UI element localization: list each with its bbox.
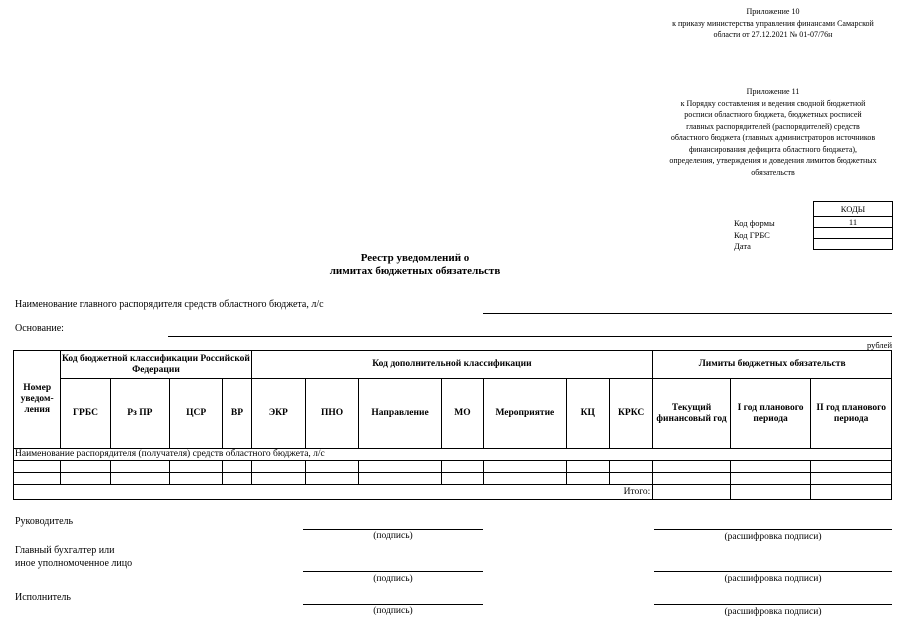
appendix-10-title: Приложение 10 [746, 7, 800, 16]
form-code-value: 11 [814, 217, 893, 228]
appendix-10-line: области от 27.12.2021 № 01-07/76н [713, 30, 833, 39]
appendix-11-header [648, 86, 898, 178]
appendix-10-line: к приказу министерства управления финансами Самарской [672, 18, 874, 28]
form-code-label: Код формы [734, 218, 775, 228]
appendix-11-line: к Порядку составления и ведения сводной бюджетной [680, 98, 866, 108]
chief-signature-line [303, 571, 483, 572]
group-budget-classification: Код бюджетной классификации Российской Федерации [61, 351, 251, 379]
executor-label: Исполнитель [15, 592, 71, 603]
total-current-year [653, 485, 731, 500]
group-limits: Лимиты бюджетных обязательств [653, 351, 892, 379]
total-plan-year-1 [730, 485, 811, 500]
total-plan-year-2 [811, 485, 892, 500]
appendix-11-line: финансирования дефицита областного бюджета), [688, 144, 858, 154]
chief-decoding-caption: (расшифровка подписи) [724, 574, 822, 584]
codes-header: КОДЫ [814, 202, 893, 217]
head-label: Руководитель [15, 516, 74, 527]
executor-decoding-line [654, 604, 892, 605]
col-notification-number: Номер уведом-ления [14, 351, 61, 449]
registry-table [13, 350, 892, 500]
appendix-11-line: главных распорядителей (распорядителей) средств [686, 121, 860, 131]
codes-labels [734, 218, 775, 253]
head-decoding-caption: (расшифровка подписи) [724, 532, 822, 542]
col-event: Мероприятие [484, 379, 567, 449]
chief-accountant-label-2: иное уполномоченное лицо [15, 558, 133, 569]
executor-signature-caption: (подпись) [373, 606, 413, 616]
table-row [14, 461, 892, 473]
chief-signature-caption: (подпись) [373, 574, 413, 584]
codes-table [813, 201, 893, 250]
appendix-11-line: росписи областного бюджета, бюджетных росписей [684, 110, 862, 119]
executor-signature-line [303, 604, 483, 605]
main-manager-label: Наименование главного распорядителя средств областного бюджета, л/с [15, 299, 324, 310]
head-signature-line [303, 529, 483, 530]
executor-decoding-caption: (расшифровка подписи) [724, 607, 822, 617]
col-tssr: ЦСР [170, 379, 223, 449]
col-vr: ВР [223, 379, 251, 449]
grbs-code-value [814, 228, 893, 239]
head-decoding-line [654, 529, 892, 530]
total-label: Итого: [14, 485, 653, 500]
chief-accountant-label-1: Главный бухгалтер или [15, 545, 115, 556]
appendix-11-title: Приложение 11 [746, 87, 800, 96]
document-title [265, 252, 565, 278]
col-krks: КРКС [609, 379, 652, 449]
title-line-1: Реестр уведомлений о [360, 252, 470, 264]
appendix-10-header [648, 6, 898, 41]
chief-decoding-line [654, 571, 892, 572]
col-plan-year-2: II год планового периода [811, 379, 892, 449]
col-rz-pr: Рз ПР [110, 379, 169, 449]
basis-line [168, 336, 892, 337]
col-grbs: ГРБС [61, 379, 110, 449]
date-label: Дата [734, 241, 751, 251]
appendix-11-line: определения, утверждения и доведения лимитов бюджетных [669, 156, 877, 165]
title-line-2: лимитах бюджетных обязательств [329, 265, 501, 277]
col-ekr: ЭКР [251, 379, 305, 449]
col-kc: КЦ [566, 379, 609, 449]
total-row [14, 485, 892, 500]
appendix-11-line: обязательств [751, 167, 795, 177]
group-additional-classification: Код дополнительной классификации [251, 351, 653, 379]
table-row [14, 473, 892, 485]
col-direction: Направление [359, 379, 442, 449]
main-manager-line [483, 313, 892, 314]
appendix-11-line: областного бюджета (главных администраторов источников [670, 133, 876, 142]
col-current-year: Текущий финансовый год [653, 379, 731, 449]
basis-label: Основание: [15, 323, 64, 334]
recipient-row: Наименование распорядителя (получателя) средств областного бюджета, л/с [14, 449, 892, 461]
head-signature-caption: (подпись) [373, 531, 413, 541]
currency-label: рублей [867, 340, 892, 350]
col-pno: ПНО [305, 379, 358, 449]
grbs-code-label: Код ГРБС [734, 229, 770, 240]
col-mo: МО [441, 379, 483, 449]
col-plan-year-1: I год планового периода [730, 379, 811, 449]
date-value [814, 239, 893, 250]
